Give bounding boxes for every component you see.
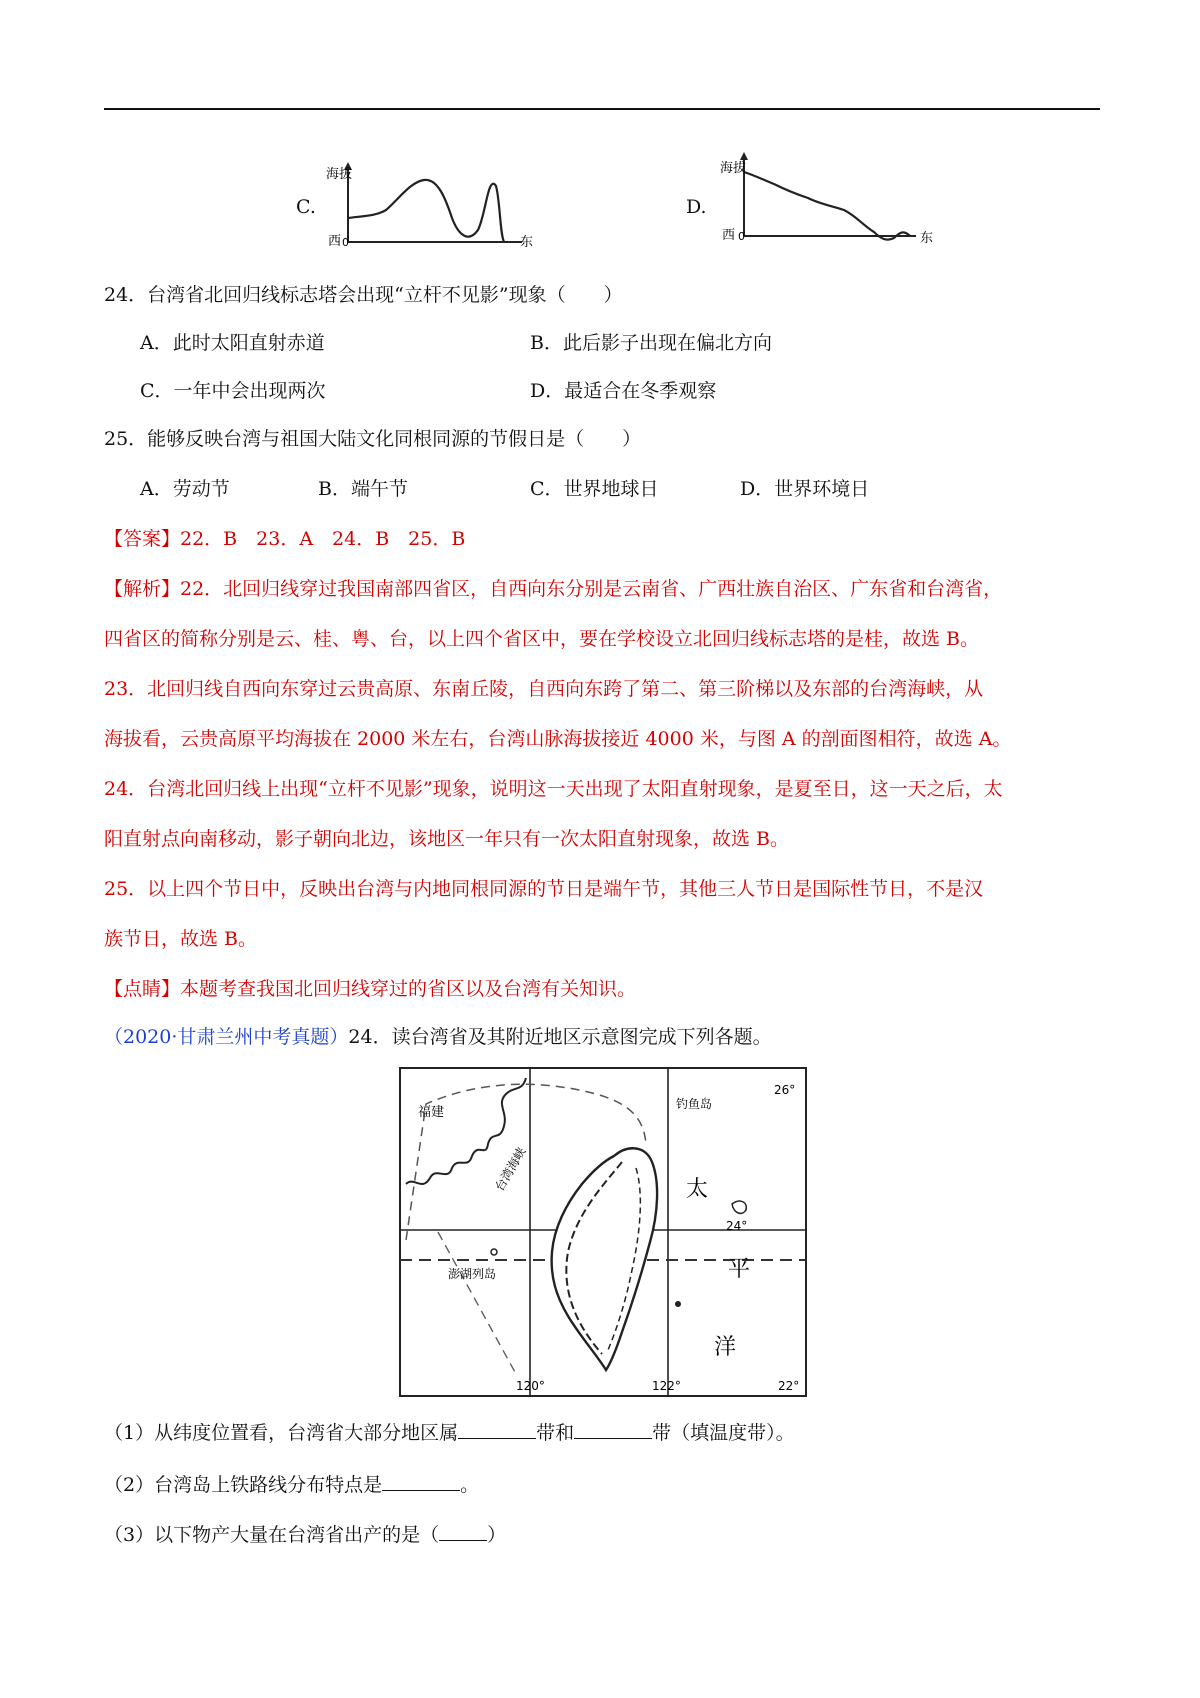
map-label-pacific-3: 洋: [714, 1335, 737, 1360]
q25-option-a: A．劳动节: [140, 478, 230, 500]
analysis-line-7: 25．以上四个节日中，反映出台湾与内地同根同源的节日是端午节，其他三人节日是国际性节日，不是汉: [104, 878, 984, 900]
sub3-pre: （3）以下物产大量在台湾省出产的是（: [104, 1524, 440, 1546]
profile-c-east: 东: [520, 235, 534, 250]
analysis-line-6: 阳直射点向南移动，影子朝向北边，该地区一年只有一次太阳直射现象，故选 B。: [104, 828, 790, 850]
sub1-pre: （1）从纬度位置看，台湾省大部分地区属: [104, 1422, 459, 1444]
answer-line: 【答案】22．B 23．A 24．B 25．B: [104, 528, 466, 550]
sub2-post: 。: [460, 1474, 480, 1496]
q25-option-c: C．世界地球日: [530, 478, 659, 500]
analysis-line-1: 【解析】22．北回归线穿过我国南部四省区，自西向东分别是云南省、广西壮族自治区、广东省和台湾省，: [104, 578, 1003, 600]
map-label-lat22: 22°: [778, 1379, 800, 1393]
small-island: [675, 1301, 681, 1307]
profile-d-west: 西: [722, 228, 736, 243]
analysis-line-4: 海拔看，云贵高原平均海拔在 2000 米左右，台湾山脉海拔接近 4000 米，与图 A 的剖面图相符，故选 A。: [104, 728, 1012, 750]
sub3-post: ）: [487, 1524, 507, 1546]
q24-option-a: A．此时太阳直射赤道: [140, 332, 325, 354]
q24-stem: 24．台湾省北回归线标志塔会出现“立杆不见影”现象（ ）: [104, 284, 623, 306]
profile-d-east: 东: [920, 231, 934, 246]
profile-c-origin: 0: [342, 236, 349, 249]
header-rule: [104, 108, 1100, 110]
q25-option-b: B．端午节: [318, 478, 408, 500]
map-label-diaoyu: 钓鱼岛: [676, 1097, 713, 1111]
sub1-post: 带（填温度带）。: [652, 1422, 795, 1444]
sub2-blank[interactable]: [382, 1472, 460, 1491]
profile-d-label: D.: [686, 196, 707, 218]
comment-line: 【点睛】本题考查我国北回归线穿过的省区以及台湾有关知识。: [104, 978, 637, 1000]
profile-c-curve: [348, 180, 504, 242]
next-question-line: [104, 1024, 772, 1050]
map-label-lat24: 24°: [726, 1219, 748, 1233]
sub1-blank-2[interactable]: [574, 1420, 652, 1439]
q25-option-d: D．世界环境日: [740, 478, 870, 500]
sub1-mid: 带和: [536, 1422, 575, 1444]
taiwan-map: [396, 1064, 816, 1404]
map-label-fujian: 福建: [418, 1105, 445, 1120]
map-label-lat26: 26°: [774, 1083, 796, 1097]
analysis-line-5: 24．台湾北回归线上出现“立杆不见影”现象，说明这一天出现了太阳直射现象，是夏至日，这一天之后，太: [104, 778, 1003, 800]
q24-option-d: D．最适合在冬季观察: [530, 380, 717, 402]
sub3-blank[interactable]: [439, 1522, 487, 1541]
map-label-pacific-2: 平: [728, 1257, 751, 1282]
analysis-line-2: 四省区的简称分别是云、桂、粤、台，以上四个省区中，要在学校设立北回归线标志塔的是桂，故选 B。: [104, 628, 980, 650]
map-label-pacific-1: 太: [686, 1177, 709, 1202]
map-label-penghu: 澎湖列岛: [448, 1267, 497, 1281]
profile-d-figure: [716, 150, 942, 252]
profile-c-axis-label: 海拔: [326, 167, 353, 182]
analysis-line-3: 23．北回归线自西向东穿过云贵高原、东南丘陵，自西向东跨了第二、第三阶梯以及东部的台湾海峡，从: [104, 678, 984, 700]
q24-option-c: C．一年中会出现两次: [140, 380, 326, 402]
analysis-line-8: 族节日，故选 B。: [104, 928, 258, 950]
sub2-pre: （2）台湾岛上铁路线分布特点是: [104, 1474, 383, 1496]
profile-d-axis-label: 海拔: [720, 161, 747, 176]
q24-option-b: B．此后影子出现在偏北方向: [530, 332, 772, 354]
next-question-source: （2020·甘肃兰州中考真题）: [104, 1026, 349, 1048]
q25-stem: 25．能够反映台湾与祖国大陆文化同根同源的节假日是（ ）: [104, 428, 642, 450]
map-label-lon122: 122°: [652, 1379, 681, 1393]
profile-c-label: C.: [296, 196, 316, 218]
profile-d-arrow: [740, 152, 748, 160]
profile-c-west: 西: [328, 234, 342, 249]
sub1-blank-1[interactable]: [458, 1420, 536, 1439]
sub-question-1: [104, 1420, 795, 1446]
profile-d-curve: [744, 172, 910, 240]
next-question-text: 24．读台湾省及其附近地区示意图完成下列各题。: [348, 1026, 772, 1048]
profile-d-origin: 0: [738, 230, 745, 243]
map-label-strait: 台湾海峡: [492, 1144, 529, 1194]
map-label-lon120: 120°: [516, 1379, 545, 1393]
profile-c-figure: [324, 160, 544, 252]
sub-question-2: [104, 1472, 479, 1498]
sub-question-3: [104, 1522, 506, 1548]
